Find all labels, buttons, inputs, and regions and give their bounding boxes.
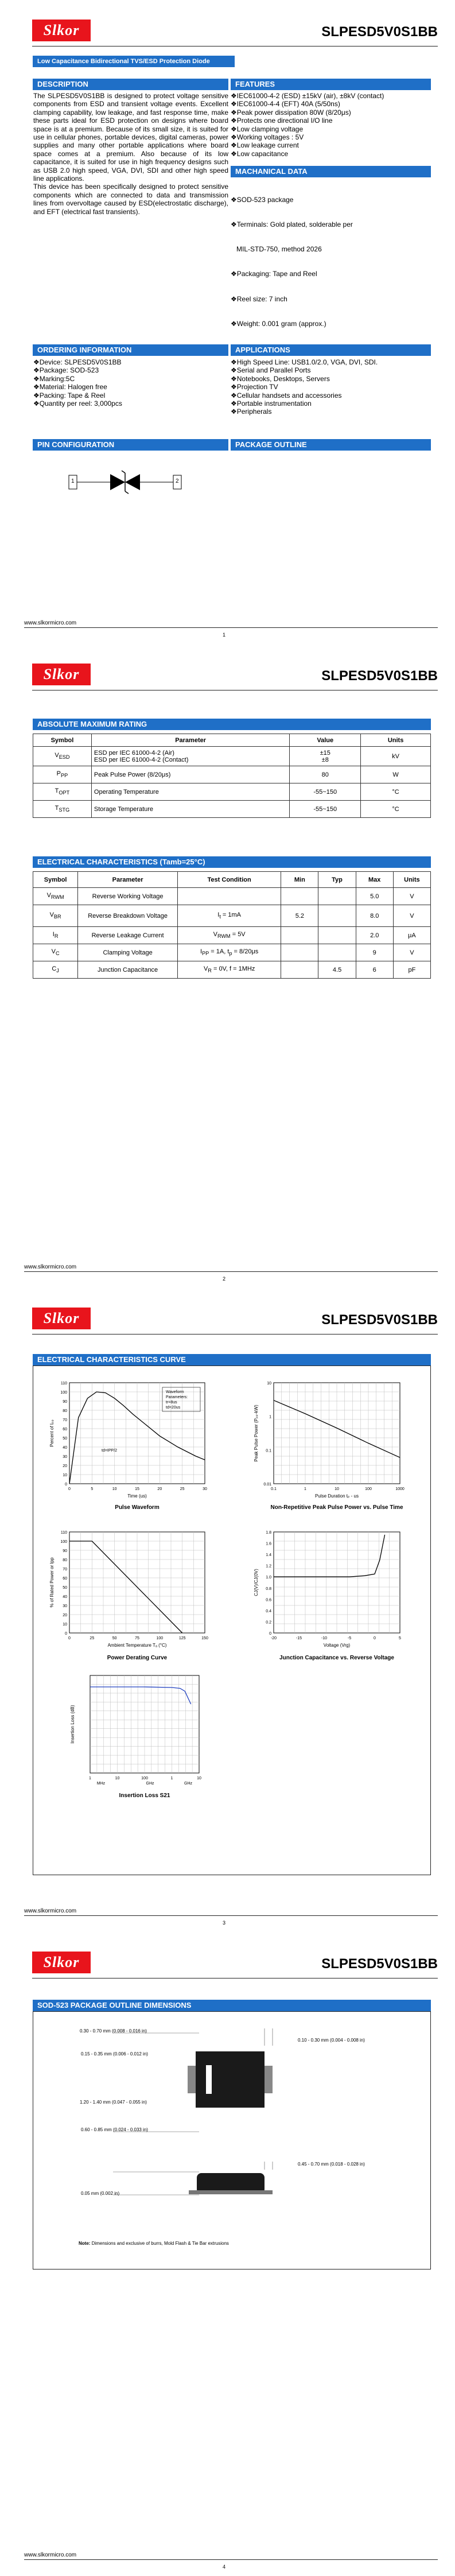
y-tick-label: 60 bbox=[63, 1577, 67, 1581]
y-tick-label: 10 bbox=[63, 1473, 67, 1477]
y-tick-label: 0 bbox=[65, 1632, 67, 1636]
max: 6 bbox=[356, 961, 393, 979]
x-tick-label: 25 bbox=[180, 1487, 185, 1491]
footer-divider bbox=[24, 2559, 438, 2560]
chart-caption: Non-Repetitive Peak Pulse Power vs. Pulse Time bbox=[270, 1504, 403, 1511]
param: Operating Temperature bbox=[91, 783, 289, 801]
sod523-outline-icon bbox=[33, 2011, 431, 2269]
applications-list bbox=[231, 358, 431, 416]
page-number: 1 bbox=[223, 632, 226, 638]
y-tick-label: 90 bbox=[63, 1549, 67, 1553]
condition: $V_R = 0V$, f = 1MHz bbox=[177, 961, 281, 979]
symbol-sub: C bbox=[55, 951, 60, 957]
elec-heading: ELECTRICAL CHARACTERISTICS (Tamb=25°C) bbox=[33, 856, 431, 868]
table-row bbox=[33, 766, 431, 783]
feature-item: ❖Low leakage current bbox=[231, 141, 299, 150]
x-tick-label: 0 bbox=[68, 1636, 71, 1640]
y-tick-label: 50 bbox=[63, 1437, 67, 1441]
x-tick-label: 15 bbox=[135, 1487, 139, 1491]
part-number: SLPESD5V0S1BB bbox=[321, 24, 438, 40]
feature-item: ❖IEC61000-4-2 (ESD) ±15kV (air), ±8kV (contact) bbox=[231, 92, 384, 100]
y-tick-label: 20 bbox=[63, 1613, 67, 1617]
ordering-item: ❖Package: SOD-523 bbox=[33, 366, 99, 375]
outline-note bbox=[79, 2241, 229, 2246]
symbol-sub: J bbox=[56, 968, 59, 974]
table-row bbox=[33, 783, 431, 801]
ordering-item: ❖Marking:5C bbox=[33, 374, 75, 383]
y-tick-label: 0.4 bbox=[266, 1609, 271, 1613]
mechanical-list bbox=[231, 179, 431, 344]
param: Storage Temperature bbox=[91, 801, 289, 818]
param: ESD per IEC 61000-4-2 (Air) bbox=[94, 749, 174, 756]
table-row bbox=[33, 927, 431, 944]
table-row bbox=[33, 961, 431, 979]
x-tick-label: 1 bbox=[170, 1776, 173, 1780]
value: -55~150 bbox=[290, 801, 361, 818]
package-drawing bbox=[33, 2011, 431, 2269]
package-outline-heading: PACKAGE OUTLINE bbox=[231, 439, 431, 451]
y-tick-label: 60 bbox=[63, 1427, 67, 1431]
x-tick-label: 30 bbox=[203, 1487, 207, 1491]
y-axis-label: Peak Pulse Power (Pₚₚ-kW) bbox=[254, 1405, 259, 1462]
ordering-heading: ORDERING INFORMATION bbox=[33, 344, 228, 356]
col-parameter: Parameter bbox=[78, 872, 178, 888]
param: Reverse Working Voltage bbox=[78, 888, 178, 905]
condition: $V_{RWM} = 5V$ bbox=[177, 927, 281, 944]
x-unit-label: MHz bbox=[96, 1782, 106, 1786]
annotation: td=IPP/2 bbox=[102, 1449, 118, 1453]
feature-item: ❖IEC61000-4-4 (EFT) 40A (5/50ns) bbox=[231, 100, 340, 108]
col-typ: Typ bbox=[318, 872, 356, 888]
x-tick-label: -10 bbox=[321, 1636, 328, 1640]
x-axis-label: Pulse Duration tₚ - us bbox=[315, 1493, 359, 1499]
symbol: T bbox=[55, 805, 59, 812]
table-row bbox=[33, 888, 431, 905]
x-tick-label: 100 bbox=[141, 1776, 148, 1780]
col-max: Max bbox=[356, 872, 393, 888]
page-header bbox=[32, 664, 438, 686]
symbol-sub: STG bbox=[59, 807, 70, 813]
curves-svg bbox=[33, 1365, 431, 1875]
typ bbox=[318, 905, 356, 927]
series-line bbox=[90, 1687, 191, 1704]
value: ±8 bbox=[321, 756, 329, 763]
typ bbox=[318, 927, 356, 944]
dim-label: 0.15 - 0.35 mm (0.006 - 0.012 in) bbox=[81, 2051, 148, 2057]
footer-url[interactable]: www.slkormicro.com bbox=[24, 1264, 77, 1270]
y-tick-label: 1.0 bbox=[266, 1576, 271, 1580]
page-number: 4 bbox=[223, 2564, 226, 2570]
footer-url[interactable]: www.slkormicro.com bbox=[24, 2552, 77, 2558]
unit: °C bbox=[361, 801, 431, 818]
col-parameter: Parameter bbox=[91, 734, 289, 747]
param: Peak Pulse Power (8/20μs) bbox=[91, 766, 289, 783]
feature-item: ❖Peak power dissipation 80W (8/20μs) bbox=[231, 108, 351, 117]
chart-caption: Junction Capacitance vs. Reverse Voltage bbox=[279, 1655, 394, 1661]
param: Junction Capacitance bbox=[78, 961, 178, 979]
max: 2.0 bbox=[356, 927, 393, 944]
description-paragraph-2: This device has been specifically designed to protect sensitive components which are connected to data and transmission lines from overvoltage caused by ESD(electrostatic discharge), and EFT (electrical fast transients). bbox=[33, 183, 228, 216]
x-tick-label: -20 bbox=[270, 1636, 277, 1640]
feature-item: ❖Working voltages : 5V bbox=[231, 133, 304, 142]
param: ESD per IEC 61000-4-2 (Contact) bbox=[94, 756, 189, 763]
page-number: 3 bbox=[223, 1920, 226, 1926]
mechanical-item: ❖Weight: 0.001 gram (approx.) bbox=[231, 319, 326, 328]
x-tick-label: -5 bbox=[347, 1636, 352, 1640]
chart-caption: Pulse Waveform bbox=[115, 1504, 160, 1511]
x-axis-label: Time (us) bbox=[127, 1493, 147, 1499]
ordering-item: ❖Packing: Tape & Reel bbox=[33, 391, 106, 399]
y-tick-label: 0.01 bbox=[263, 1483, 271, 1487]
feature-item: ❖Low capacitance bbox=[231, 149, 289, 158]
dim-label: 0.60 - 0.85 mm (0.024 - 0.033 in) bbox=[81, 2127, 148, 2132]
elec-table bbox=[33, 871, 431, 979]
application-item: ❖Serial and Parallel Ports bbox=[231, 366, 311, 375]
application-item: ❖Peripherals bbox=[231, 408, 272, 416]
x-unit-label: GHz bbox=[146, 1782, 154, 1786]
table-row bbox=[33, 801, 431, 818]
symbol: P bbox=[56, 770, 61, 778]
y-tick-label: 0.6 bbox=[266, 1598, 271, 1603]
x-tick-label: 50 bbox=[112, 1636, 117, 1640]
value: -55~150 bbox=[290, 783, 361, 801]
x-tick-label: 1 bbox=[89, 1776, 91, 1780]
mechanical-item: MIL-STD-750, method 2026 bbox=[231, 245, 322, 254]
y-tick-label: 1.2 bbox=[266, 1564, 271, 1569]
unit: pF bbox=[393, 961, 430, 979]
page-1 bbox=[0, 0, 455, 644]
y-tick-label: 30 bbox=[63, 1604, 67, 1608]
legend-text: tr=8us bbox=[166, 1400, 177, 1405]
x-tick-label: 0 bbox=[68, 1487, 71, 1491]
feature-item: ❖Low clamping voltage bbox=[231, 125, 304, 133]
min bbox=[281, 944, 318, 961]
footer-divider bbox=[24, 1271, 438, 1272]
x-tick-label: 1000 bbox=[395, 1487, 405, 1491]
symbol-sub: BR bbox=[53, 914, 61, 920]
part-number: SLPESD5V0S1BB bbox=[321, 668, 438, 684]
param: Reverse Leakage Current bbox=[78, 927, 178, 944]
y-tick-label: 70 bbox=[63, 1418, 67, 1422]
features-list bbox=[231, 92, 431, 158]
application-item: ❖High Speed Line: USB1.0/2.0, VGA, DVI, SDI. bbox=[231, 358, 378, 366]
brand-logo: Slkor bbox=[32, 664, 91, 685]
x-tick-label: 10 bbox=[115, 1776, 120, 1780]
x-tick-label: 100 bbox=[365, 1487, 372, 1491]
y-tick-label: 10 bbox=[63, 1623, 67, 1627]
min: 5.2 bbox=[281, 905, 318, 927]
col-symbol: Symbol bbox=[33, 734, 92, 747]
symbol-sub: R bbox=[54, 933, 59, 940]
y-tick-label: 100 bbox=[60, 1540, 67, 1544]
max: 9 bbox=[356, 944, 393, 961]
min bbox=[281, 927, 318, 944]
application-item: ❖Portable instrumentation bbox=[231, 399, 312, 408]
y-tick-label: 1.8 bbox=[266, 1531, 271, 1535]
symbol: V bbox=[46, 892, 51, 899]
note-text: Dimensions and exclusive of burrs, Mold Flash & Tie Bar extrusions bbox=[91, 2241, 229, 2246]
value: 80 bbox=[290, 766, 361, 783]
dim-label: 0.30 - 0.70 mm (0.008 - 0.016 in) bbox=[80, 2028, 147, 2034]
col-units: Units bbox=[361, 734, 431, 747]
footer-url[interactable]: www.slkormicro.com bbox=[24, 1908, 77, 1914]
param: Clamping Voltage bbox=[78, 944, 178, 961]
mechanical-item: ❖Reel size: 7 inch bbox=[231, 294, 287, 303]
unit: V bbox=[393, 888, 430, 905]
y-tick-label: 40 bbox=[63, 1446, 67, 1450]
x-axis-label: Ambient Temperature Tₐ (°C) bbox=[107, 1643, 167, 1648]
unit: μA bbox=[393, 927, 430, 944]
y-tick-label: 10 bbox=[267, 1382, 271, 1386]
brand-logo: Slkor bbox=[32, 20, 91, 41]
table-row bbox=[33, 747, 431, 766]
y-tick-label: 110 bbox=[60, 1382, 67, 1386]
note-label: Note: bbox=[79, 2241, 91, 2246]
x-tick-label: 25 bbox=[90, 1636, 95, 1640]
symbol: T bbox=[55, 787, 59, 795]
table-row bbox=[33, 944, 431, 961]
y-tick-label: 0.1 bbox=[266, 1449, 271, 1453]
y-tick-label: 70 bbox=[63, 1568, 67, 1572]
y-tick-label: 50 bbox=[63, 1586, 67, 1590]
y-tick-label: 1.4 bbox=[266, 1553, 271, 1558]
x-tick-label: 20 bbox=[157, 1487, 162, 1491]
brand-logo: Slkor bbox=[32, 1952, 91, 1973]
part-number: SLPESD5V0S1BB bbox=[321, 1956, 438, 1972]
x-tick-label: 150 bbox=[201, 1636, 208, 1640]
x-tick-label: 0 bbox=[374, 1636, 376, 1640]
x-tick-label: 100 bbox=[156, 1636, 164, 1640]
y-tick-label: 1.6 bbox=[266, 1542, 271, 1546]
page-header bbox=[32, 1952, 438, 1974]
dim-label: 1.20 - 1.40 mm (0.047 - 0.055 in) bbox=[80, 2100, 147, 2105]
condition bbox=[177, 888, 281, 905]
mechanical-item: ❖SOD-523 package bbox=[231, 195, 294, 204]
col-test-condition: Test Condition bbox=[177, 872, 281, 888]
typ bbox=[318, 944, 356, 961]
application-item: ❖Projection TV bbox=[231, 383, 278, 391]
symbol: V bbox=[55, 752, 59, 759]
page-4 bbox=[0, 1932, 455, 2576]
y-tick-label: 0.8 bbox=[266, 1586, 271, 1591]
pin-1-label: 1 bbox=[71, 478, 75, 484]
y-tick-label: 90 bbox=[63, 1400, 67, 1404]
feature-item: ❖Protects one directional I/O line bbox=[231, 117, 333, 125]
y-axis-label: Percent of Iₚₚ bbox=[49, 1419, 55, 1447]
footer-divider bbox=[24, 1915, 438, 1916]
min bbox=[281, 961, 318, 979]
col-min: Min bbox=[281, 872, 318, 888]
pin-config-heading: PIN CONFIGURATION bbox=[33, 439, 228, 451]
min bbox=[281, 888, 318, 905]
unit: W bbox=[361, 766, 431, 783]
dim-label: 0.05 mm (0.002 in) bbox=[81, 2191, 120, 2196]
chart-caption: Insertion Loss S21 bbox=[119, 1793, 170, 1799]
page-header bbox=[32, 1308, 438, 1330]
chart-caption: Power Derating Curve bbox=[107, 1655, 168, 1661]
symbol: V bbox=[51, 948, 56, 956]
table-row bbox=[33, 905, 431, 927]
y-axis-label: CJ(V)/CJ(0V) bbox=[254, 1569, 259, 1596]
max: 8.0 bbox=[356, 905, 393, 927]
x-tick-label: 10 bbox=[112, 1487, 117, 1491]
x-tick-label: 75 bbox=[135, 1636, 139, 1640]
mechanical-item: ❖Packaging: Tape and Reel bbox=[231, 270, 317, 278]
unit: V bbox=[393, 905, 430, 927]
ordering-item: ❖Quantity per reel: 3,000pcs bbox=[33, 399, 122, 408]
description-heading: DESCRIPTION bbox=[33, 79, 228, 90]
features-heading: FEATURES bbox=[231, 79, 431, 90]
footer-divider bbox=[24, 627, 438, 628]
y-tick-label: 0 bbox=[65, 1483, 67, 1487]
y-axis-label: Insertion Loss (dB) bbox=[70, 1705, 75, 1744]
y-tick-label: 100 bbox=[60, 1391, 67, 1395]
y-tick-label: 80 bbox=[63, 1558, 67, 1562]
symbol-sub: RWM bbox=[50, 894, 64, 901]
x-tick-label: 10 bbox=[197, 1776, 201, 1780]
abs-max-heading: ABSOLUTE MAXIMUM RATING bbox=[33, 719, 431, 730]
symbol-sub: ESD bbox=[59, 754, 70, 761]
x-tick-label: 1 bbox=[304, 1487, 306, 1491]
x-tick-label: 10 bbox=[335, 1487, 339, 1491]
y-tick-label: 80 bbox=[63, 1409, 67, 1413]
page-header bbox=[32, 20, 438, 42]
abs-max-table bbox=[33, 734, 431, 818]
legend-text: td=20us bbox=[166, 1406, 181, 1410]
x-tick-label: 5 bbox=[399, 1636, 401, 1640]
footer-url[interactable]: www.slkormicro.com bbox=[24, 620, 77, 626]
legend-text: Parameters: bbox=[166, 1395, 188, 1399]
mechanical-heading: MACHANICAL DATA bbox=[231, 166, 431, 177]
applications-heading: APPLICATIONS bbox=[231, 344, 431, 356]
pin-diagram bbox=[68, 465, 182, 499]
condition: $I_t = 1mA$ bbox=[177, 905, 281, 927]
part-number: SLPESD5V0S1BB bbox=[321, 1312, 438, 1328]
typ: 4.5 bbox=[318, 961, 356, 979]
col-symbol: Symbol bbox=[33, 872, 78, 888]
symbol: C bbox=[52, 965, 57, 973]
unit: °C bbox=[361, 783, 431, 801]
x-tick-label: 125 bbox=[178, 1636, 186, 1640]
dim-label: 0.10 - 0.30 mm (0.004 - 0.008 in) bbox=[298, 2038, 365, 2043]
symbol: V bbox=[49, 911, 54, 919]
mechanical-item: ❖Terminals: Gold plated, solderable per bbox=[231, 220, 353, 229]
y-tick-label: 40 bbox=[63, 1595, 67, 1599]
col-units: Units bbox=[393, 872, 430, 888]
outline-heading: SOD-523 PACKAGE OUTLINE DIMENSIONS bbox=[33, 2000, 431, 2011]
y-tick-label: 110 bbox=[60, 1531, 67, 1535]
description-paragraph-1: The SLPESD5V0S1BB is designed to protect voltage sensitive components from ESD and transient voltage events. Excellent clamping capability, low leakage, and fast response time, make these parts ideal for ESD protection on designs where board space is at a premium. Because of its small size, it is suited for use in cellular phones, portable devices, digital cameras, power supplies and many other portable applications where board space comes at a premium. Also because of its low capacitance, it is suited for use in high frequency designs such as USB 2.0 high speed, VGA, DVI, SDI and other high speed line applications. bbox=[33, 92, 228, 183]
x-tick-label: 5 bbox=[91, 1487, 94, 1491]
typ bbox=[318, 888, 356, 905]
param: Reverse Breakdown Voltage bbox=[78, 905, 178, 927]
title-bar: Low Capacitance Bidirectional TVS/ESD Protection Diode bbox=[33, 56, 235, 67]
condition: $I_{PP} = 1A$, $t_p = 8/20\mu s$ bbox=[177, 944, 281, 961]
unit: V bbox=[393, 944, 430, 961]
col-value: Value bbox=[290, 734, 361, 747]
curve-heading: ELECTRICAL CHARACTERISTICS CURVE bbox=[33, 1354, 431, 1365]
page-number: 2 bbox=[223, 1276, 226, 1282]
y-tick-label: 1 bbox=[269, 1415, 271, 1419]
y-axis-label: % of Rated Power or Ipp bbox=[49, 1557, 55, 1608]
symbol-sub: PP bbox=[61, 773, 68, 779]
y-tick-label: 30 bbox=[63, 1455, 67, 1459]
y-tick-label: 20 bbox=[63, 1464, 67, 1468]
x-tick-label: -15 bbox=[295, 1636, 302, 1640]
x-tick-label: 0.1 bbox=[271, 1487, 277, 1491]
application-item: ❖Cellular handsets and accessories bbox=[231, 391, 342, 399]
y-tick-label: 0.2 bbox=[266, 1620, 271, 1625]
pin-2-label: 2 bbox=[176, 478, 179, 484]
y-tick-label: 0 bbox=[269, 1632, 271, 1636]
tvs-diode-symbol-icon bbox=[68, 465, 182, 499]
application-item: ❖Notebooks, Desktops, Servers bbox=[231, 374, 330, 383]
page-2 bbox=[0, 644, 455, 1288]
ordering-item: ❖Device: SLPESD5V0S1BB bbox=[33, 358, 122, 366]
unit: kV bbox=[361, 747, 431, 766]
legend-text: Waveform bbox=[166, 1390, 184, 1394]
x-axis-label: Voltage (Vrg) bbox=[323, 1643, 351, 1648]
dim-label: 0.45 - 0.70 mm (0.018 - 0.028 in) bbox=[298, 2162, 365, 2167]
brand-logo: Slkor bbox=[32, 1308, 91, 1329]
description-text bbox=[33, 92, 228, 216]
symbol: I bbox=[52, 931, 55, 938]
symbol-sub: OPT bbox=[59, 790, 70, 796]
x-unit-label: GHz bbox=[184, 1782, 192, 1786]
value: ±15 bbox=[320, 749, 330, 756]
page-3 bbox=[0, 1288, 455, 1932]
ordering-list bbox=[33, 358, 228, 408]
ordering-item: ❖Material: Halogen free bbox=[33, 383, 107, 391]
max: 5.0 bbox=[356, 888, 393, 905]
